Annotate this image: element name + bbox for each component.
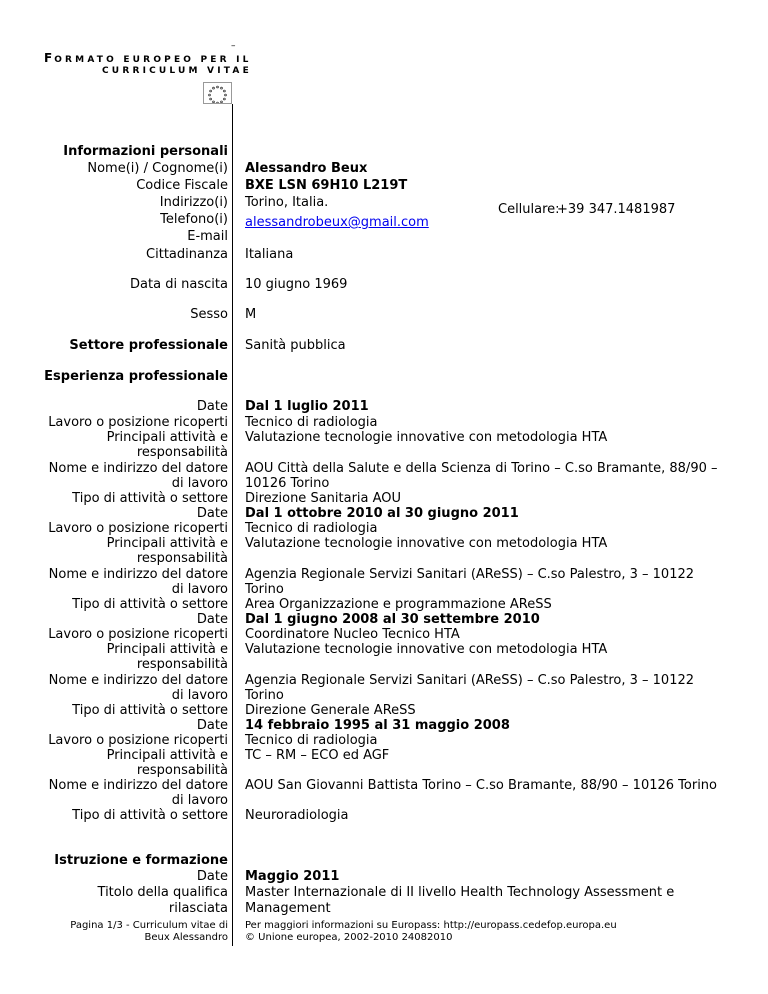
education-date: Maggio 2011 (245, 869, 340, 884)
job-sector-label: Tipo di attività o settore (72, 597, 228, 612)
column-divider (232, 104, 233, 946)
job-activities-label-2: responsabilità (136, 763, 228, 778)
job-employer-label-2: di lavoro (171, 688, 228, 703)
footer-author: Beux Alessandro (144, 932, 228, 943)
job-sector: Direzione Sanitaria AOU (245, 491, 402, 506)
job-employer-2: Torino (245, 688, 284, 703)
fiscal-code-value: BXE LSN 69H10 L219T (245, 178, 408, 193)
email-label: E-mail (187, 229, 228, 244)
job-position: Coordinatore Nucleo Tecnico HTA (245, 627, 460, 642)
job-position-label: Lavoro o posizione ricoperti (48, 521, 228, 536)
education-date-label: Date (196, 869, 228, 884)
name-label: Nome(i) / Cognome(i) (87, 161, 228, 176)
sex-label: Sesso (190, 307, 228, 322)
address-value: Torino, Italia. (245, 195, 329, 210)
job-employer-label: Nome e indirizzo del datore (48, 461, 228, 476)
job-activities: TC – RM – ECO ed AGF (245, 748, 390, 763)
fiscal-code-label: Codice Fiscale (136, 178, 228, 193)
job-position: Tecnico di radiologia (245, 521, 378, 536)
job-activities: Valutazione tecnologie innovative con metodologia HTA (245, 430, 608, 445)
education-heading: Istruzione e formazione (54, 853, 228, 868)
citizenship-value: Italiana (245, 247, 294, 262)
birth-date-label: Data di nascita (130, 277, 228, 292)
footer-page-info: Pagina 1/3 - Curriculum vitae di (70, 920, 228, 931)
job-activities-label-2: responsabilità (136, 445, 228, 460)
job-date-label: Date (196, 612, 228, 627)
sector-label: Settore professionale (69, 338, 228, 353)
job-date-label: Date (196, 506, 228, 521)
job-activities-label-2: responsabilità (136, 551, 228, 566)
job-sector: Area Organizzazione e programmazione AReSS (245, 597, 552, 612)
footer-copyright: © Unione europea, 2002-2010 24082010 (245, 932, 453, 943)
job-activities-label: Principali attività e (106, 536, 228, 551)
email-link[interactable]: alessandrobeux@gmail.com (245, 215, 429, 230)
job-activities-label: Principali attività e (106, 642, 228, 657)
job-activities-label: Principali attività e (106, 748, 228, 763)
job-employer-label: Nome e indirizzo del datore (48, 673, 228, 688)
job-employer-label: Nome e indirizzo del datore (48, 567, 228, 582)
job-employer-2: 10126 Torino (245, 476, 330, 491)
job-date-label: Date (196, 718, 228, 733)
job-position-label: Lavoro o posizione ricoperti (48, 733, 228, 748)
eu-flag-logo (203, 82, 232, 104)
job-date-label: Date (196, 399, 228, 414)
sector-value: Sanità pubblica (245, 338, 346, 353)
experience-heading: Esperienza professionale (44, 369, 228, 384)
header-dash: – (231, 41, 236, 51)
phone-label: Telefono(i) (160, 212, 228, 227)
qualification-title: Master Internazionale di II livello Health Technology Assessment e (245, 885, 675, 900)
job-employer: AOU San Giovanni Battista Torino – C.so Bramante, 88/90 – 10126 Torino (245, 778, 717, 793)
job-position-label: Lavoro o posizione ricoperti (48, 627, 228, 642)
name-value: Alessandro Beux (245, 161, 368, 176)
job-sector: Direzione Generale AReSS (245, 703, 416, 718)
footer-europass-info: Per maggiori informazioni su Europass: http://europass.cedefop.europa.eu (245, 920, 617, 931)
qualification-label: Titolo della qualifica (97, 885, 228, 900)
qualification-label-2: rilasciata (168, 901, 228, 916)
job-date: Dal 1 giugno 2008 al 30 settembre 2010 (245, 612, 540, 627)
personal-info-heading: Informazioni personali (63, 144, 228, 159)
job-activities: Valutazione tecnologie innovative con metodologia HTA (245, 642, 608, 657)
qualification-title-2: Management (245, 901, 331, 916)
job-position: Tecnico di radiologia (245, 415, 378, 430)
mobile-label: Cellulare: (498, 202, 560, 217)
job-activities: Valutazione tecnologie innovative con metodologia HTA (245, 536, 608, 551)
job-employer-label-2: di lavoro (171, 582, 228, 597)
job-employer-label: Nome e indirizzo del datore (48, 778, 228, 793)
job-date: Dal 1 luglio 2011 (245, 399, 369, 414)
job-position: Tecnico di radiologia (245, 733, 378, 748)
job-date: 14 febbraio 1995 al 31 maggio 2008 (245, 718, 510, 733)
job-employer: Agenzia Regionale Servizi Sanitari (AReSS) – C.so Palestro, 3 – 10122 (245, 567, 695, 582)
address-label: Indirizzo(i) (159, 195, 228, 210)
job-employer-2: Torino (245, 582, 284, 597)
job-sector-label: Tipo di attività o settore (72, 491, 228, 506)
birth-date-value: 10 giugno 1969 (245, 277, 348, 292)
title-rest: ORMATO EUROPEO PER IL (54, 55, 252, 65)
job-employer: AOU Città della Salute e della Scienza di Torino – C.so Bramante, 88/90 – (245, 461, 718, 476)
citizenship-label: Cittadinanza (146, 247, 228, 262)
job-employer-label-2: di lavoro (171, 793, 228, 808)
job-employer: Agenzia Regionale Servizi Sanitari (AReSS) – C.so Palestro, 3 – 10122 (245, 673, 695, 688)
job-activities-label: Principali attività e (106, 430, 228, 445)
title-initial: F (44, 51, 55, 65)
job-position-label: Lavoro o posizione ricoperti (48, 415, 228, 430)
job-employer-label-2: di lavoro (171, 476, 228, 491)
document-subtitle: CURRICULUM VITAE (102, 66, 252, 76)
job-date: Dal 1 ottobre 2010 al 30 giugno 2011 (245, 506, 519, 521)
mobile-value: +39 347.1481987 (557, 202, 676, 217)
sex-value: M (245, 307, 257, 322)
job-sector-label: Tipo di attività o settore (72, 703, 228, 718)
job-sector: Neuroradiologia (245, 808, 349, 823)
job-sector-label: Tipo di attività o settore (72, 808, 228, 823)
job-activities-label-2: responsabilità (136, 657, 228, 672)
